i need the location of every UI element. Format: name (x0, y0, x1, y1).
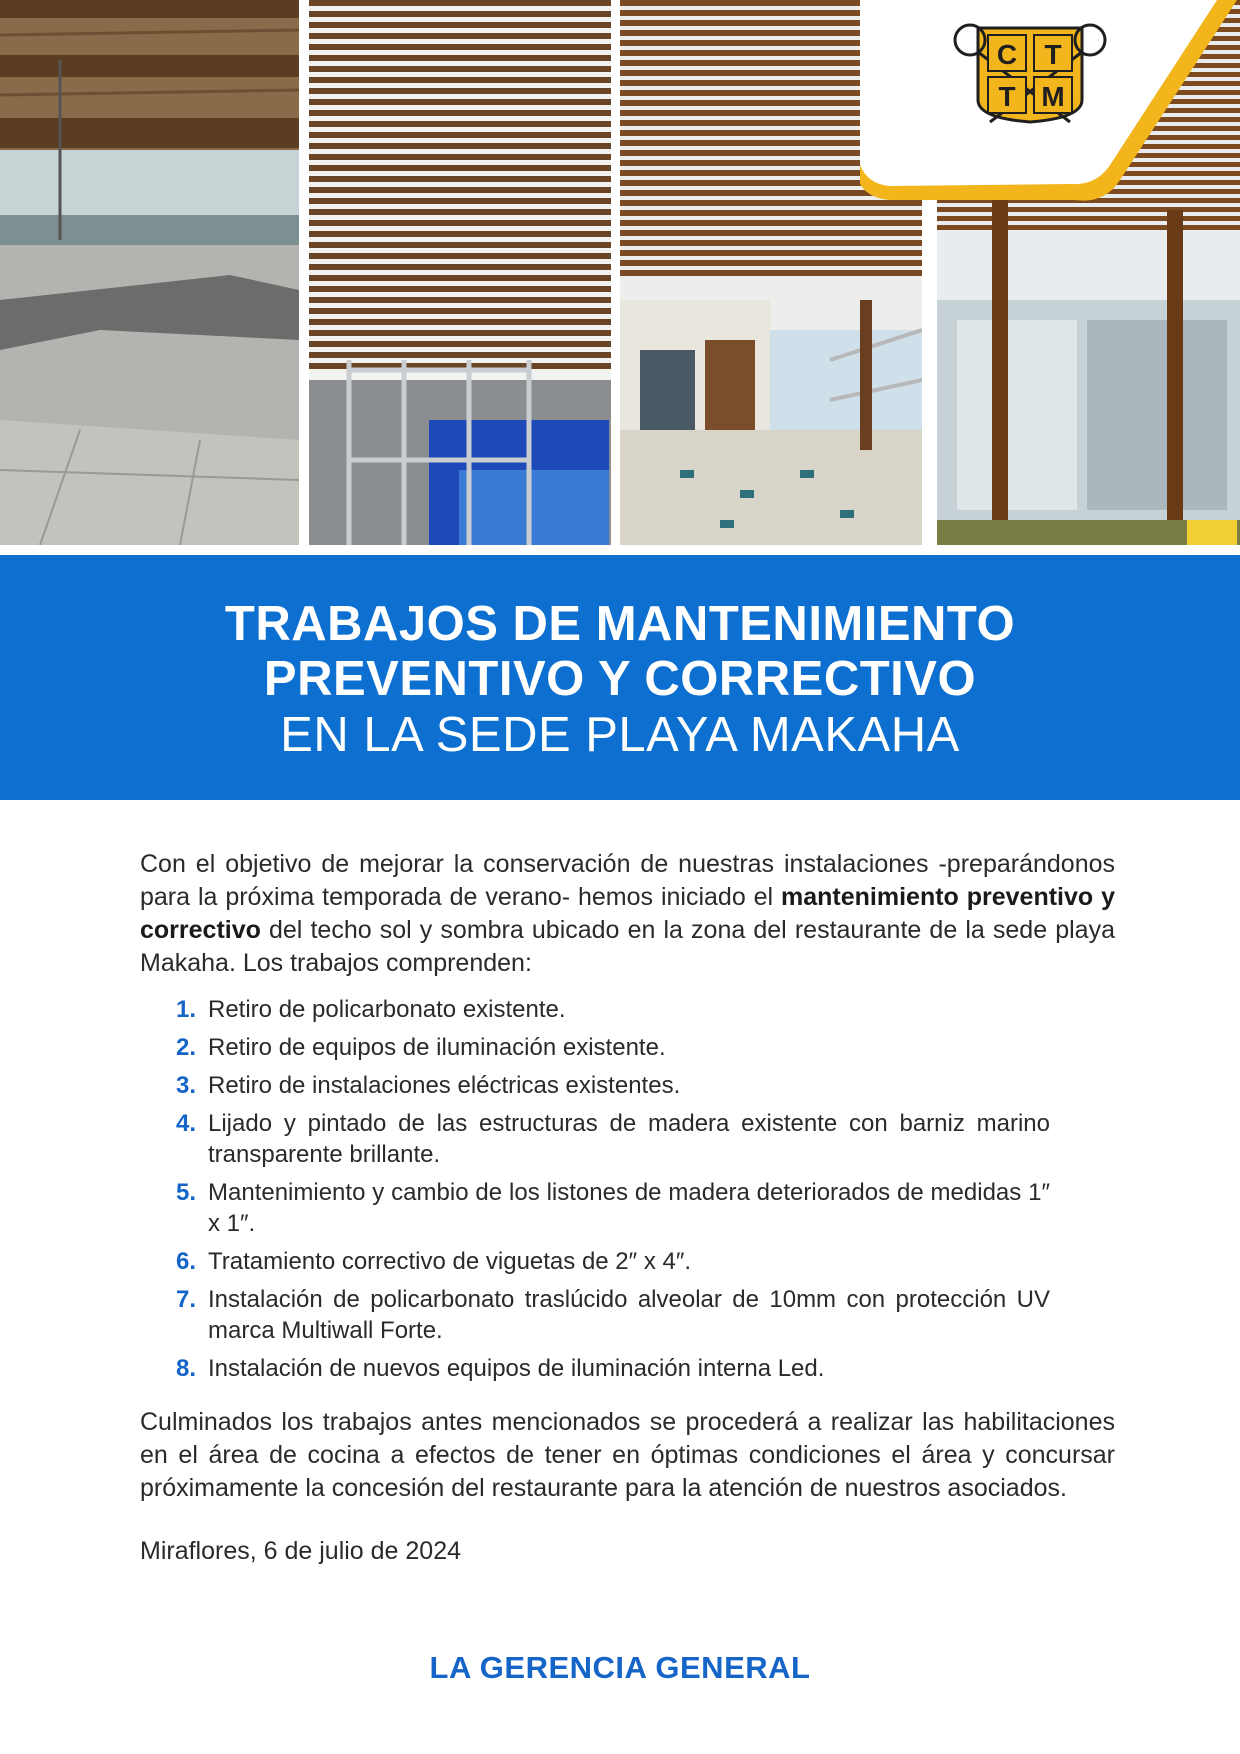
logo-letter-t1: T (1044, 39, 1062, 70)
task-text: Instalación de policarbonato traslúcido alveolar de 10mm con protección UV marca Multiwall Forte. (208, 1286, 1050, 1344)
task-number: 8. (176, 1355, 197, 1382)
task-text: Retiro de policarbonato existente. (208, 996, 566, 1023)
task-item (176, 1353, 1050, 1384)
task-number: 5. (176, 1179, 197, 1206)
task-item (176, 994, 1050, 1025)
task-item (176, 1177, 1050, 1239)
task-text: Mantenimiento y cambio de los listones de madera deteriorados de medidas 1″ x 1″. (208, 1179, 1050, 1237)
intro-paragraph (140, 848, 1115, 980)
task-number: 1. (176, 996, 197, 1023)
notice-body (140, 848, 1115, 1568)
task-number: 4. (176, 1110, 197, 1137)
task-number: 3. (176, 1072, 197, 1099)
title-line-1: TRABAJOS DE MANTENIMIENTO (224, 597, 1016, 651)
intro-text-start: Con el objetivo de mejorar la conservación de nuestras instalaciones -preparándonos para la próxima temporada de verano- hemos iniciado el (140, 850, 1115, 911)
logo-letter-c: C (996, 39, 1018, 70)
logo-letter-m: M (1041, 81, 1065, 112)
title-line-3: EN LA SEDE PLAYA MAKAHA (280, 708, 960, 762)
header-photo-strip (0, 0, 1240, 545)
task-number: 6. (176, 1248, 197, 1275)
intro-highlight: mantenimiento preventivo y correctivo (140, 883, 1115, 944)
task-item (176, 1284, 1050, 1346)
title-line-2: PREVENTIVO Y CORRECTIVO (263, 652, 977, 706)
closing-paragraph: Culminados los trabajos antes mencionados se procederá a realizar las habilitaciones en el área de cocina a efectos de tener en óptimas condiciones el área y concursar próximamente la concesión del restaurante para la atención de nuestros asociados. (140, 1408, 1115, 1502)
rooftop-before-photo (0, 0, 299, 545)
intro-text-end: del techo sol y sombra ubicado en la zona del restaurante de la sede playa Makaha. Los trabajos comprenden: (140, 916, 1115, 977)
task-item (176, 1246, 1050, 1277)
title-banner (0, 555, 1240, 800)
cttm-logo-badge (860, 0, 1240, 220)
task-number: 2. (176, 1034, 197, 1061)
task-item (176, 1032, 1050, 1063)
signature: LA GERENCIA GENERAL (429, 1650, 811, 1685)
task-item (176, 1108, 1050, 1170)
task-text: Instalación de nuevos equipos de iluminación interna Led. (208, 1355, 825, 1382)
place-date: Miraflores, 6 de julio de 2024 (140, 1537, 462, 1565)
slatted-roof-scaffold-photo (309, 0, 611, 545)
logo-letter-t2: T (998, 81, 1016, 112)
task-list (140, 994, 1050, 1384)
task-text: Tratamiento correctivo de viguetas de 2″ x 4″. (208, 1248, 691, 1275)
task-item (176, 1070, 1050, 1101)
task-text: Retiro de instalaciones eléctricas existentes. (208, 1072, 681, 1099)
task-number: 7. (176, 1286, 197, 1313)
task-text: Retiro de equipos de iluminación existente. (208, 1034, 666, 1061)
task-text: Lijado y pintado de las estructuras de madera existente con barniz marino transparente brillante. (208, 1110, 1050, 1168)
